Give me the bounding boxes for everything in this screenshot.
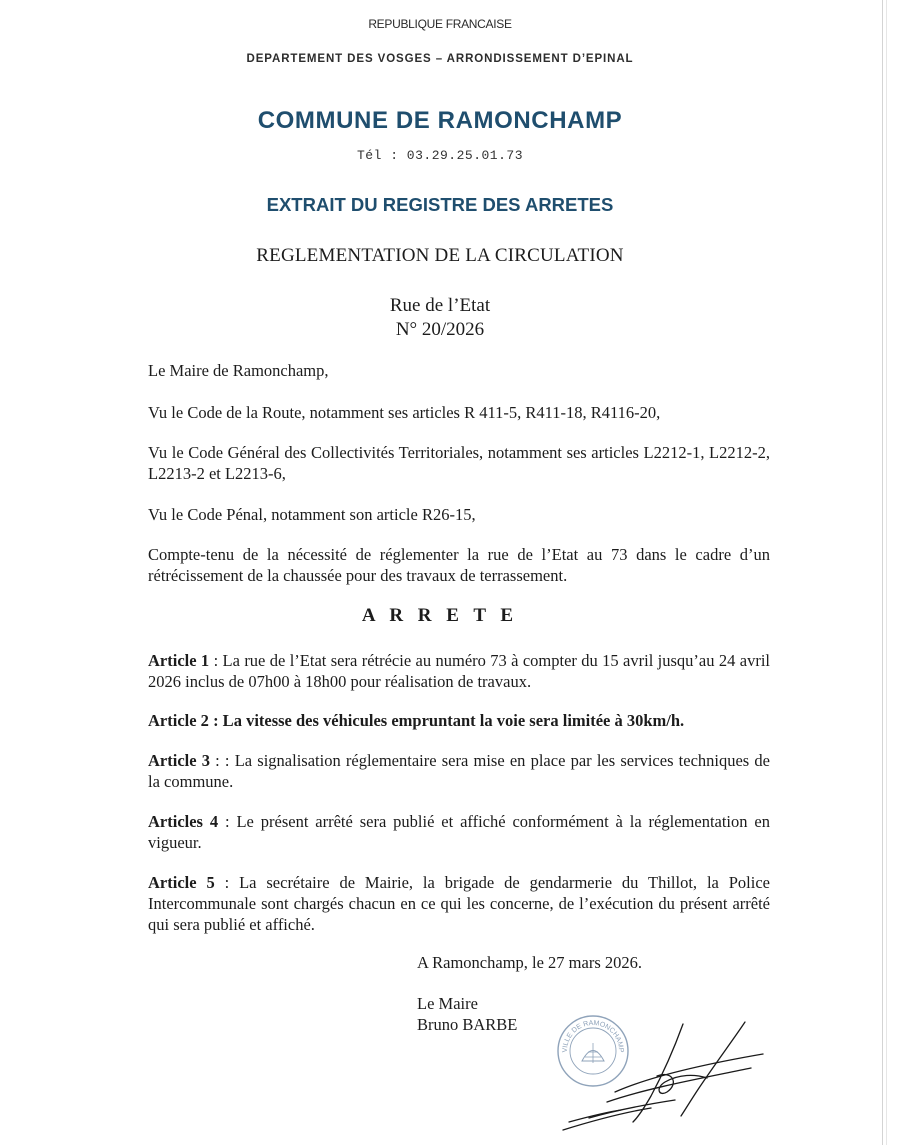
departement-heading: DEPARTEMENT DES VOSGES – ARRONDISSEMENT D’EPINAL xyxy=(246,53,634,65)
article-1 xyxy=(148,650,770,692)
signatory-name: Bruno BARBE xyxy=(417,1015,518,1034)
article-label: Article 5 xyxy=(148,873,215,892)
signatory-block xyxy=(417,993,517,1035)
article-5 xyxy=(148,872,770,935)
compte-tenu: Compte-tenu de la nécessité de réglementer la rue de l’Etat au 73 dans le cadre d’un rétrécissement de la chaussée pour des travaux de terrassement. xyxy=(148,545,770,585)
article-text: : La secrétaire de Mairie, la brigade de gendarmerie du Thillot, la Police Intercommunale sont chargés chacun en ce qui les concerne, de l’exécution du présent arrêté qui sera publié et affiché. xyxy=(148,873,770,934)
article-label: Article 2 xyxy=(148,711,209,730)
arrete-heading: A R R E T E xyxy=(361,605,519,626)
arrete-reference xyxy=(0,294,880,342)
vu-cgct: Vu le Code Général des Collectivités Territoriales, notamment ses articles L2212-1, L2212-2, L2213-2 et L2213-6, xyxy=(148,443,770,483)
subject-title: REGLEMENTATION DE LA CIRCULATION xyxy=(256,245,624,266)
street-name: Rue de l’Etat xyxy=(389,295,491,316)
seal-text: VILLE DE RAMONCHAMP xyxy=(561,1019,625,1053)
page-edge-line xyxy=(882,0,883,1145)
article-2 xyxy=(148,710,770,731)
maire-intro: Le Maire de Ramonchamp, xyxy=(148,361,329,380)
handwritten-signature xyxy=(555,1018,770,1133)
article-label: Article 1 xyxy=(148,651,210,670)
article-label: Articles 4 xyxy=(148,812,219,831)
arrete-number: N° 20/2026 xyxy=(395,319,485,340)
commune-title: COMMUNE DE RAMONCHAMP xyxy=(257,107,623,134)
article-text: : : La signalisation réglementaire sera mise en place par les services techniques de la commune. xyxy=(148,751,770,791)
article-4 xyxy=(148,811,770,853)
page-edge-line xyxy=(886,0,887,1145)
registre-title: EXTRAIT DU REGISTRE DES ARRETES xyxy=(266,194,614,215)
vu-code-route: Vu le Code de la Route, notamment ses articles R 411-5, R411-18, R4116-20, xyxy=(148,403,661,422)
signatory-title: Le Maire xyxy=(417,994,478,1013)
telephone: Tél : 03.29.25.01.73 xyxy=(356,148,524,163)
article-text: : La vitesse des véhicules empruntant la voie sera limitée à 30km/h. xyxy=(208,711,685,730)
place-date: A Ramonchamp, le 27 mars 2026. xyxy=(417,953,643,972)
republique-heading: REPUBLIQUE FRANCAISE xyxy=(368,17,512,31)
vu-code-penal: Vu le Code Pénal, notamment son article R26-15, xyxy=(148,505,476,524)
article-text: : Le présent arrêté sera publié et affiché conformément à la réglementation en vigueur. xyxy=(148,812,770,852)
article-label: Article 3 xyxy=(148,751,210,770)
article-text: : La rue de l’Etat sera rétrécie au numéro 73 à compter du 15 avril jusqu’au 24 avril 2026 inclus de 07h00 à 18h00 pour réalisation de travaux. xyxy=(148,651,770,691)
article-3 xyxy=(148,750,770,792)
